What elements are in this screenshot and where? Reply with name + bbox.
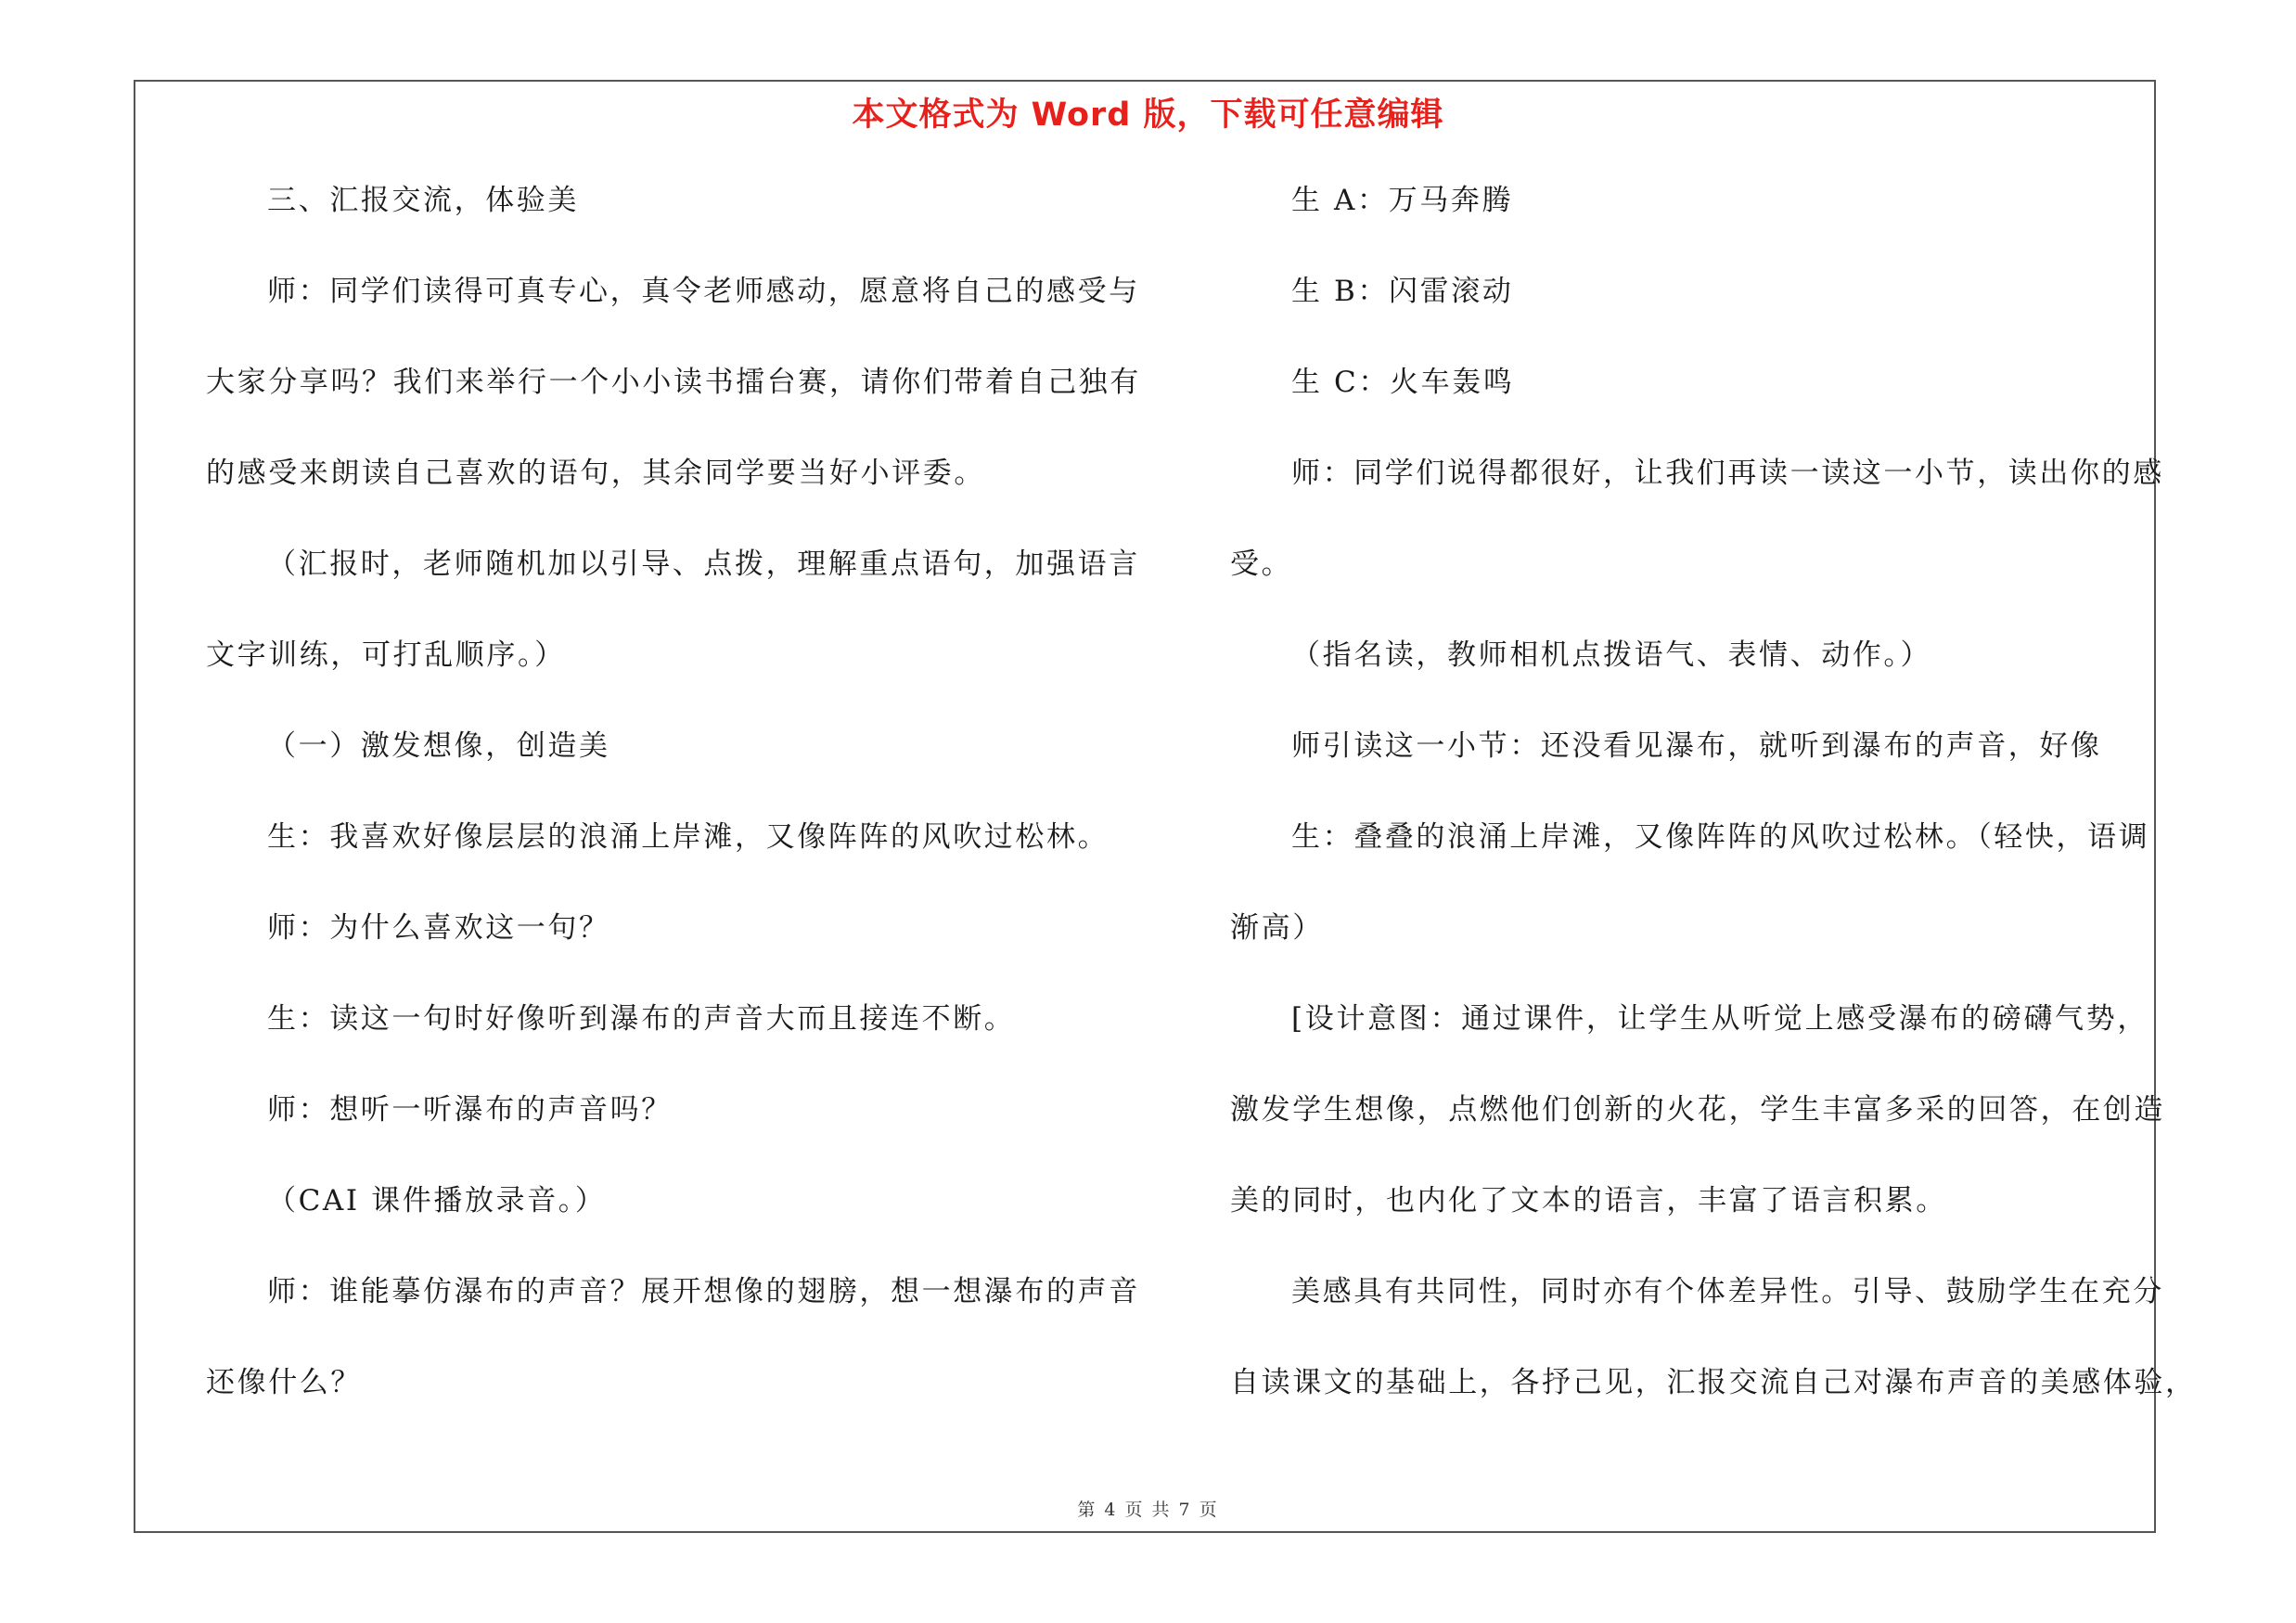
text-line: 生：叠叠的浪涌上岸滩，又像阵阵的风吹过松林。（轻快，语调 — [1291, 820, 2150, 854]
text-line: 自读课文的基础上，各抒己见，汇报交流自己对瀑布声音的美感体验， — [1230, 1366, 2197, 1399]
text-line: 美感具有共同性，同时亦有个体差异性。引导、鼓励学生在充分 — [1291, 1275, 2164, 1308]
text-line: 三、汇报交流，体验美 — [267, 184, 579, 217]
text-line: 还像什么？ — [206, 1366, 362, 1399]
text-line: 生：我喜欢好像层层的浪涌上岸滩，又像阵阵的风吹过松林。 — [267, 820, 1110, 854]
text-line: 生 C：火车轰鸣 — [1291, 366, 1515, 399]
text-line: 师：谁能摹仿瀑布的声音？展开想像的翅膀，想一想瀑布的声音 — [267, 1275, 1140, 1308]
text-line: 师：想听一听瀑布的声音吗？ — [267, 1093, 673, 1127]
text-line: 生 B：闪雷滚动 — [1291, 275, 1514, 308]
text-line: 师：同学们说得都很好，让我们再读一读这一小节，读出你的感 — [1291, 457, 2164, 490]
format-notice-banner: 本文格式为 Word 版，下载可任意编辑 — [852, 97, 1444, 134]
page-number-footer: 第 4 页 共 7 页 — [1077, 1500, 1219, 1520]
text-line: 渐高） — [1230, 911, 1324, 945]
text-line: （一）激发想像，创造美 — [267, 729, 610, 763]
text-line: （CAI 课件播放录音。） — [267, 1184, 607, 1217]
text-line: 的感受来朗读自己喜欢的语句，其余同学要当好小评委。 — [206, 457, 985, 490]
text-line: 美的同时，也内化了文本的语言，丰富了语言积累。 — [1230, 1184, 1947, 1217]
text-line: 师：为什么喜欢这一句？ — [267, 911, 610, 945]
text-line: 生 A：万马奔腾 — [1291, 184, 1514, 217]
text-line: 受。 — [1230, 547, 1293, 581]
text-line: 生：读这一句时好像听到瀑布的声音大而且接连不断。 — [267, 1002, 1016, 1036]
text-line: 师：同学们读得可真专心，真令老师感动，愿意将自己的感受与 — [267, 275, 1140, 308]
text-line: （指名读，教师相机点拨语气、表情、动作。） — [1291, 638, 1932, 672]
text-line: 师引读这一小节：还没看见瀑布，就听到瀑布的声音，好像 — [1291, 729, 2102, 763]
text-line: （汇报时，老师随机加以引导、点拨，理解重点语句，加强语言 — [267, 547, 1140, 581]
text-line: 大家分享吗？我们来举行一个小小读书擂台赛，请你们带着自己独有 — [206, 366, 1141, 399]
text-line: 激发学生想像，点燃他们创新的火花，学生丰富多采的回答，在创造 — [1230, 1093, 2165, 1127]
text-line: [设计意图：通过课件，让学生从听觉上感受瀑布的磅礴气势， — [1291, 1002, 2148, 1036]
text-line: 文字训练，可打乱顺序。） — [206, 638, 566, 672]
